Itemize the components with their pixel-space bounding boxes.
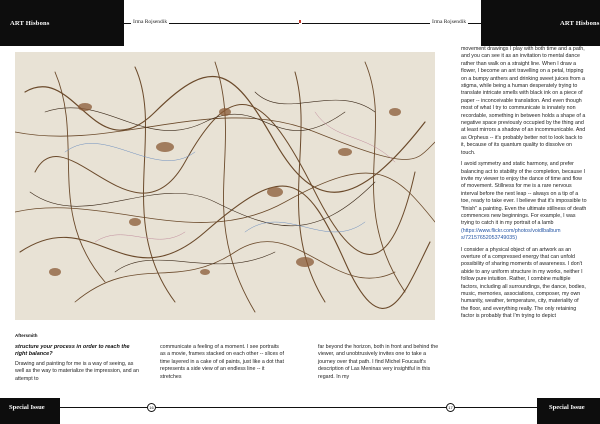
- author-name-right: Irma Rojsendik: [432, 19, 467, 25]
- text-column-1: [15, 344, 140, 383]
- footer-bar-right: [537, 398, 600, 424]
- footer-label-left: Special Issue: [9, 404, 45, 411]
- body-paragraph: I consider a physical object of an artwork as an overture of a compressed energy that can unfold possibility of sharing moments of awareness. I don't abide to any uniform structure in my works, neither I follow pure intuition. Rather, I combine multiple factors, including all surroundings, the dance, bodies, music, memories, associations, composer, my own humanity, weather, temperature, city, materiality of the floor, and everything really. The only retaining factor is probably that I'm trying to depict: [461, 246, 586, 320]
- body-paragraph: [461, 161, 587, 242]
- author-name-left: Irma Rojsendik: [133, 19, 168, 25]
- flickr-link[interactable]: (https://www.flickr.com/photos/voidlbalbum s/72157652053749035): [461, 227, 561, 242]
- interview-question: structure your process in order to reach the right balance?: [15, 344, 130, 357]
- page-number-left: 16: [147, 403, 156, 412]
- text-column-4: [461, 46, 587, 325]
- text-column-3: far beyond the horizon, both in front and behind the viewer, and unobtrusively invites one to take a journey over that path. I find Michel Foucault's description of Las Meninas very insightful in this regard. In my: [318, 344, 439, 380]
- magazine-brand-left: ART Hisbons: [10, 20, 50, 27]
- body-paragraph: movement drawings I play with both time and a path, and you can see it as an invitation to mental dance rather than walk on a straight line. When I draw a flower, I become an ant travelling on a petal, tripping on a bumpy anthers and drinking sweet juices from a stigma, while being a human desperately trying to translate intricate smells with black ink on a piece of paper -- inconceivable translation. And even though most of what I try to communicate is innately non recordable, something in between holds a shape of a negative space previously occupied by the thing and at least mirrors a shadow of an incommunicable. And as Orpheus -- it's probably better not to look back to it, because of its quantum quality to dissolve on touch.: [461, 46, 586, 156]
- body-paragraph: Drawing and painting for me is a way of seeing, as well as the way to materialize the impression, and an attempt to: [15, 361, 139, 382]
- footer-label-right: Special Issue: [549, 404, 585, 411]
- page-number-right: 17: [446, 403, 455, 412]
- footer-rule-left: [60, 407, 147, 408]
- magazine-brand-right: ART Hisbons: [560, 20, 600, 27]
- footer-rule-right: [455, 407, 537, 408]
- text-column-2: communicate a feeling of a moment. I see portraits as a movie, frames stacked on each other -- slices of time layered in a cake of oil paints, just like a dot that represents a side view of an endless line -- it stretches: [160, 344, 284, 380]
- figure-caption: Aftersmith: [15, 333, 38, 338]
- paragraph-text: I avoid symmetry and static harmony, and prefer balancing act to stability of the completion, because I invite my viewer to enjoy the dance of time and flow of movement. Stillness for me is a rare nervous interval before the next leap -- always on a tip of a toe, ready to take ever. I believe that it's impossible to "finish" a painting. Even the ultimate stillness of death commences new beginnings. For example, I was trying to catch it in my portrait of a lamb: [461, 161, 587, 227]
- abstract-ink-painting: [15, 52, 435, 320]
- footer-rule-middle: [156, 407, 446, 408]
- artwork-image: [15, 52, 435, 320]
- footer-bar-left: [0, 398, 60, 424]
- center-marker: [299, 20, 301, 23]
